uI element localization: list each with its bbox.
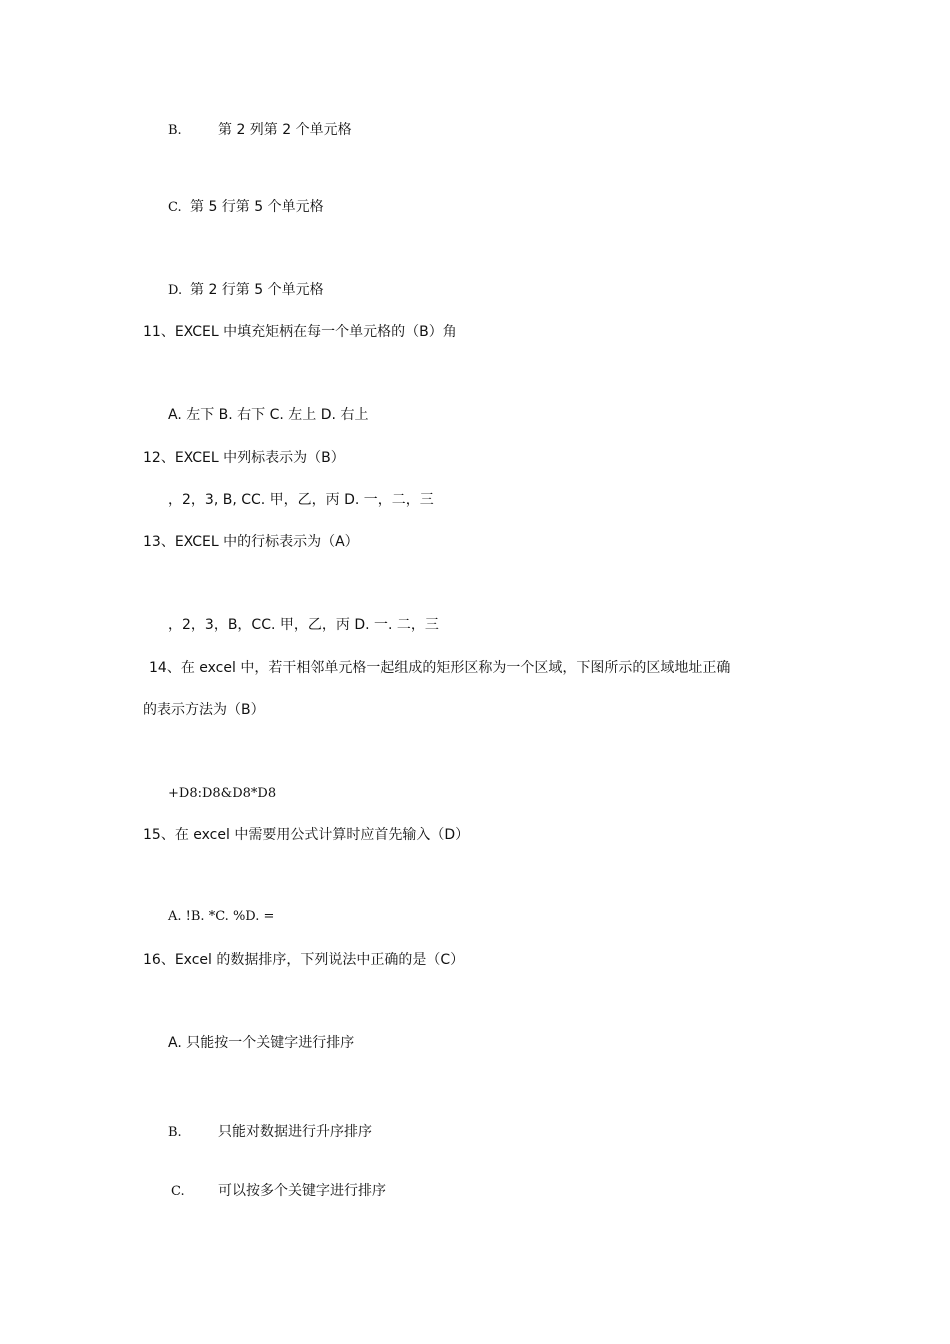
option-label: C. [171,1184,185,1199]
question-12: 12、EXCEL 中列标表示为（B） [143,450,345,466]
question-16-option-a: A. 只能按一个关键字进行排序 [168,1035,355,1051]
question-14-line2: 的表示方法为（B） [143,702,265,718]
question-13-options: ，2，3，B，CC. 甲，乙，丙 D. 一. 二，三 [168,617,439,633]
option-label: B. [168,123,182,138]
question-14-line1: 14、在 excel 中，若干相邻单元格一起组成的矩形区称为一个区域，下图所示的区域地址正确 [149,660,731,676]
option-c-row5 [168,198,324,217]
option-d-row2 [168,281,324,300]
question-15-options: A. !B. *C. %D. = [168,909,275,924]
question-16: 16、Excel 的数据排序，下列说法中正确的是（C） [143,952,465,968]
question-13: 13、EXCEL 中的行标表示为（A） [143,534,359,550]
option-label: C. [168,200,182,215]
option-text: 第 2 列第 2 个单元格 [218,122,352,138]
option-label: B. [168,1125,182,1140]
question-11-options: A. 左下 B. 右下 C. 左上 D. 右上 [168,407,369,423]
option-text: 只能对数据进行升序排序 [218,1124,372,1140]
option-text: 第 5 行第 5 个单元格 [190,199,324,215]
question-15: 15、在 excel 中需要用公式计算时应首先输入（D） [143,827,470,843]
option-b-col2 [168,121,352,140]
question-16-option-b [168,1123,372,1142]
question-11: 11、EXCEL 中填充矩柄在每一个单元格的（B）角 [143,324,457,340]
option-text: 可以按多个关键字进行排序 [218,1183,386,1199]
question-12-options: ，2，3, B, CC. 甲，乙，丙 D. 一，二，三 [168,492,434,508]
option-label: D. [168,283,183,298]
option-text: 第 2 行第 5 个单元格 [190,282,324,298]
question-16-option-c [171,1182,386,1201]
question-14-options: +D8:D8&D8*D8 [168,786,277,801]
